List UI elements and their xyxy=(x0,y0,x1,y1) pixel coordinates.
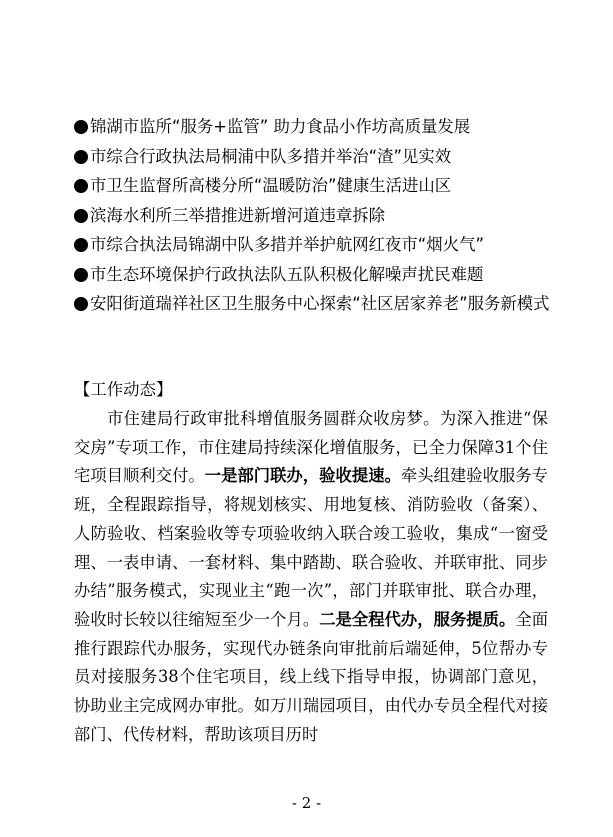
bullet-item xyxy=(74,289,554,319)
bullet-text: 滨海水利所三举措推进新增河道违章拆除 xyxy=(90,205,386,225)
news-bullet-list xyxy=(74,112,554,319)
bullet-item xyxy=(74,112,554,142)
bullet-text: 市卫生监督所高楼分所“温暖防治”健康生活进山区 xyxy=(90,176,452,195)
bullet-dot-icon xyxy=(74,120,88,134)
bullet-dot-icon xyxy=(74,150,88,164)
article-text: 市住建局行政审批科增值服务圆群众收房梦。为深入推进“保交房”专项工作，市住建局持续深化增值服务，已全力保障31个住宅项目顺利交付。 xyxy=(74,409,548,486)
bullet-item xyxy=(74,142,554,172)
bullet-text: 锦湖市监所“服务+监管” 助力食品小作坊高质量发展 xyxy=(90,117,471,136)
article-paragraph xyxy=(74,405,548,749)
article-bold-point: 一是部门联办，验收提速。 xyxy=(204,466,401,486)
bullet-dot-icon xyxy=(74,179,88,193)
bullet-item xyxy=(74,201,554,231)
bullet-text: 市综合行政执法局桐浦中队多措并举治“渣”见实效 xyxy=(90,146,452,166)
bullet-dot-icon xyxy=(74,209,88,223)
bullet-item xyxy=(74,171,554,201)
article-text: 牵头组建验收服务专班，全程跟踪指导，将规划核实、用地复核、消防验收（备案）、人防验收、档案验收等专项验收纳入联合竣工验收，集成“一窗受理、一表申请、一套材料、集中踏勘、联合验收、并联审批、同步办结”服务模式，实现业主“跑一次”，部门并联审批、联合办理，验收时长较以往缩短至少一个月。 xyxy=(74,466,548,629)
bullet-dot-icon xyxy=(74,238,88,252)
bullet-dot-icon xyxy=(74,297,88,311)
section-heading: 【工作动态】 xyxy=(74,380,173,399)
bullet-item xyxy=(74,230,554,260)
bullet-item xyxy=(74,260,554,290)
page-number: - 2 - xyxy=(291,794,322,812)
bullet-text: 安阳街道瑞祥社区卫生服务中心探索“社区居家养老”服务新模式 xyxy=(90,294,550,313)
bullet-text: 市综合执法局锦湖中队多措并举护航网红夜市“烟火气” xyxy=(90,235,484,254)
article-text: 全面推行跟踪代办服务，实现代办链条向审批前后端延伸，5位帮办专员对接服务38个住宅项目，线上线下指导申报，协调部门意见，协助业主完成网办审批。如万川瑞园项目，由代办专员全程代对接部门、代传材料，帮助该项目历时 xyxy=(74,609,548,744)
bullet-dot-icon xyxy=(74,268,88,282)
bullet-text: 市生态环境保护行政执法队五队积极化解噪声扰民难题 xyxy=(90,264,484,284)
article-bold-point: 二是全程代办，服务提质。 xyxy=(319,609,516,629)
